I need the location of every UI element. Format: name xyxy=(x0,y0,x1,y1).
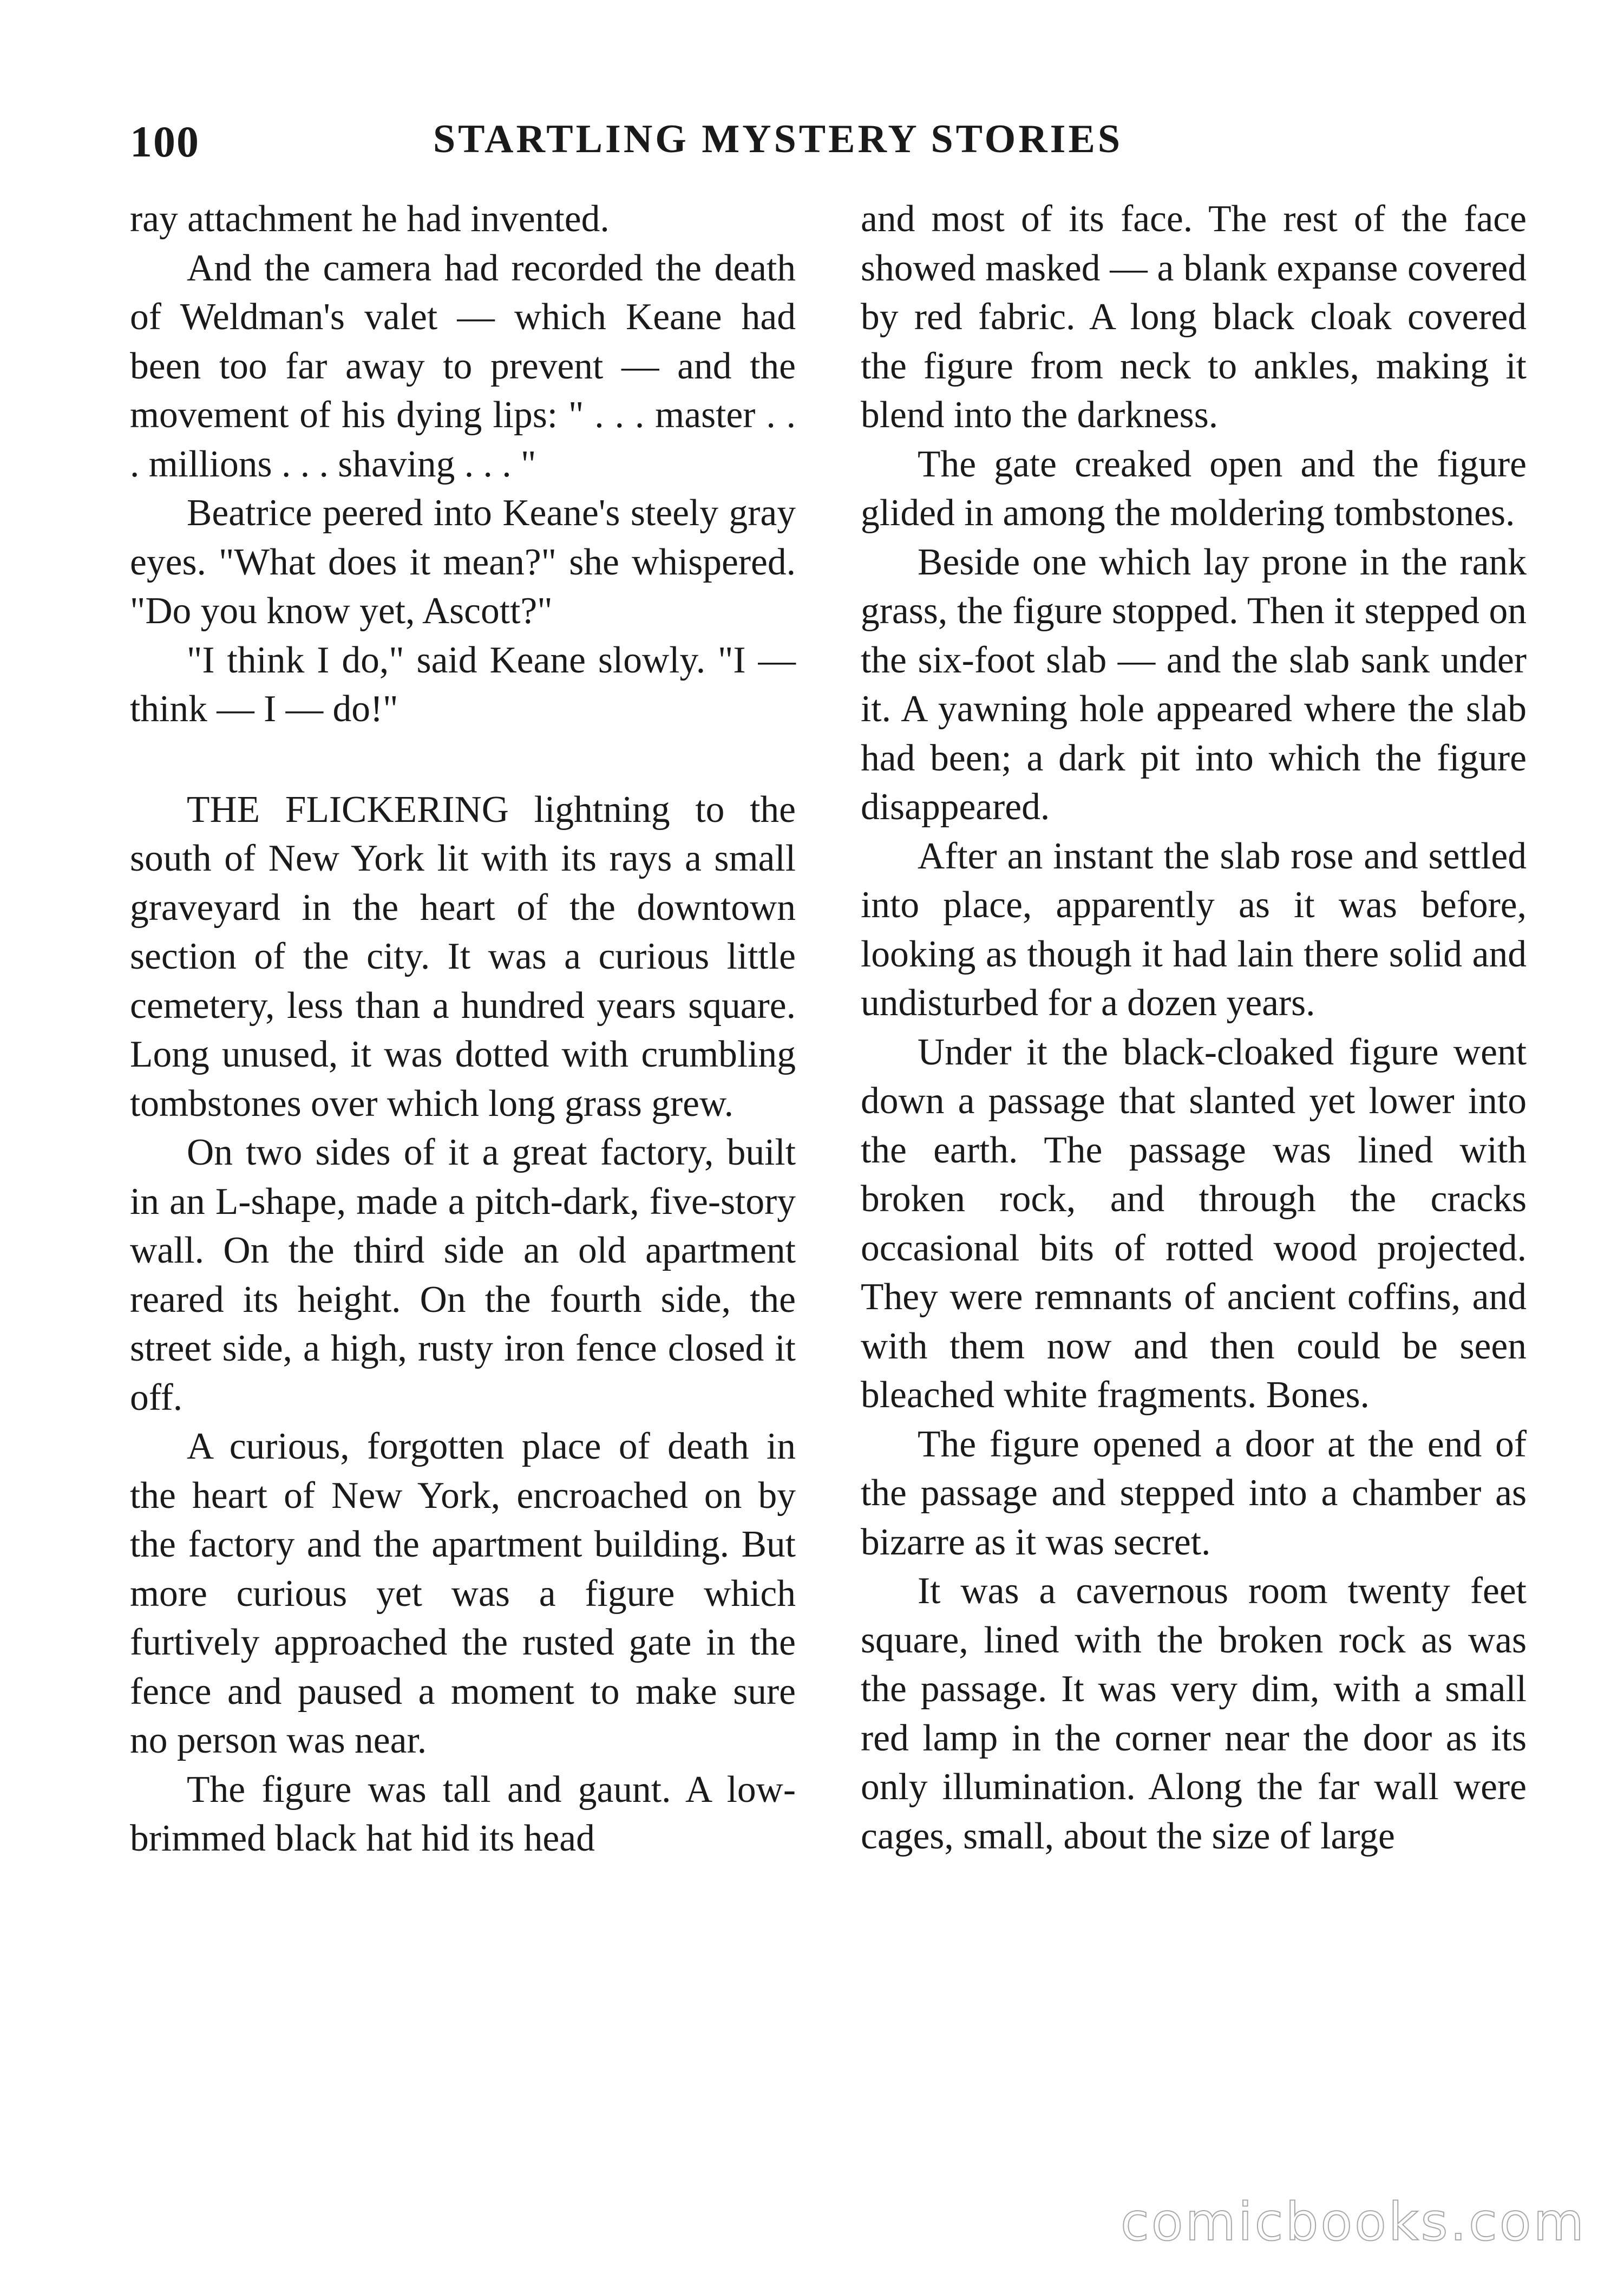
paragraph: Beside one which lay prone in the rank grass, the figure stopped. Then it stepped on the six-foot slab — and the slab sank under it. A yawning hole appeared where the slab had been; a dark pit into which the figure disappeared. xyxy=(861,541,1527,828)
paragraph: ray attachment he had invented. xyxy=(130,198,610,240)
paragraph: After an instant the slab rose and settled into place, apparently as it was before, looking as though it had lain there solid and undisturbed for a dozen years. xyxy=(861,835,1527,1024)
page-header xyxy=(130,116,1527,176)
paragraph-section-start: THE FLICKERING lightning to the south of New York lit with its rays a small graveyard in the heart of the downtown section of the city. It was a curious little cemetery, less than a hundred years square. Long unused, it was dotted with crumbling tombstones over which long grass grew. xyxy=(130,788,796,1125)
paragraph: Beatrice peered into Keane's steely gray eyes. "What does it mean?" she whispered. "Do you know yet, Ascott?" xyxy=(130,492,796,632)
paragraph: and most of its face. The rest of the face showed masked — a blank expanse covered by red fabric. A long black cloak covered the figure from neck to ankles, making it blend into the darkness. xyxy=(861,198,1527,436)
paragraph: On two sides of it a great factory, built in an L-shape, made a pitch-dark, five-story wall. On the third side an old apartment reared its height. On the fourth side, the street side, a high, rusty iron fence closed it off. xyxy=(130,1132,796,1419)
paragraph: The figure was tall and gaunt. A low-brimmed black hat hid its head xyxy=(130,1768,796,1859)
paragraph: "I think I do," said Keane slowly. "I — think — I — do!" xyxy=(130,639,796,730)
page-number: 100 xyxy=(130,117,200,166)
left-column xyxy=(130,195,796,1864)
paragraph: Under it the black-cloaked figure went down a passage that slanted yet lower into the earth. The passage was lined with broken rock, and through the cracks occasional bits of rotted wood projected. They were remnants of ancient coffins, and with them now and then could be seen bleached white fragments. Bones. xyxy=(861,1031,1527,1416)
paragraph: And the camera had recorded the death of Weldman's valet — which Keane had been too far away to prevent — and the movement of his dying lips: " . . . master . . . millions . . . shaving . . . " xyxy=(130,247,796,485)
running-title: STARTLING MYSTERY STORIES xyxy=(433,117,1123,161)
watermark: comicbooks.com xyxy=(1120,2192,1586,2252)
paragraph: The figure opened a door at the end of the passage and stepped into a chamber as bizarre as it was secret. xyxy=(861,1423,1527,1563)
paragraph: A curious, forgotten place of death in the heart of New York, encroached on by the factory and the apartment building. But more curious yet was a figure which furtively approached the rusted gate in the fence and paused a moment to make sure no person was near. xyxy=(130,1426,796,1761)
right-column xyxy=(861,195,1527,1861)
paragraph: It was a cavernous room twenty feet square, lined with the broken rock as was the passage. It was very dim, with a small red lamp in the corner near the door as its only illumination. Along the far wall were cages, small, about the size of large xyxy=(861,1570,1527,1857)
paragraph: The gate creaked open and the figure glided in among the moldering tombstones. xyxy=(861,443,1527,534)
